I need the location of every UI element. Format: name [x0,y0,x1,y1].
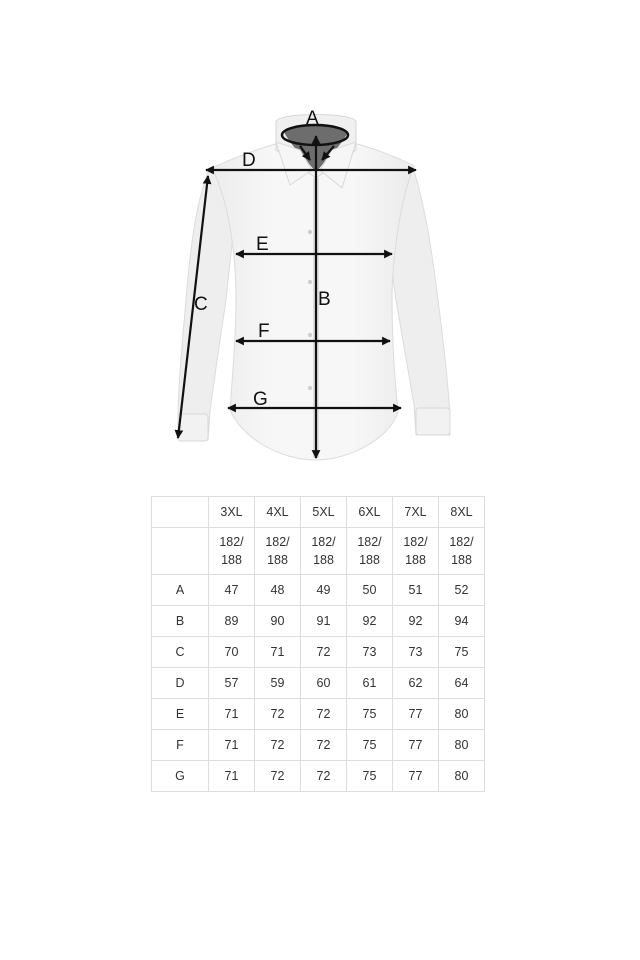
height-cell-line: 188 [221,553,242,567]
row-label-cell: B [152,606,209,637]
row-label-cell: G [152,761,209,792]
value-cell: 80 [439,699,485,730]
value-cell: 94 [439,606,485,637]
value-cell: 62 [393,668,439,699]
value-cell: 77 [393,761,439,792]
value-cell: 57 [209,668,255,699]
label-g: G [253,389,268,410]
height-cell-line: 182/ [403,535,428,549]
label-a: A [306,108,319,129]
height-cell-line: 188 [267,553,288,567]
value-cell: 61 [347,668,393,699]
value-cell: 91 [301,606,347,637]
row-label-cell: D [152,668,209,699]
value-cell: 75 [347,761,393,792]
height-row [152,528,485,575]
value-cell: 72 [301,761,347,792]
value-cell: 72 [255,761,301,792]
height-cell-line: 182/ [449,535,474,549]
corner-cell [152,497,209,528]
value-cell: 80 [439,730,485,761]
value-cell: 70 [209,637,255,668]
height-cell-line: 182/ [311,535,336,549]
value-cell: 71 [209,761,255,792]
value-cell: 50 [347,575,393,606]
height-cell [301,528,347,575]
value-cell: 71 [209,699,255,730]
value-cell: 64 [439,668,485,699]
row-label-cell: E [152,699,209,730]
height-cell [393,528,439,575]
size-table [151,496,485,792]
height-cell-line: 188 [451,553,472,567]
left-cuff [178,414,208,441]
size-header-cell: 5XL [301,497,347,528]
height-cell [347,528,393,575]
value-cell: 72 [255,699,301,730]
size-header-cell: 3XL [209,497,255,528]
value-cell: 77 [393,699,439,730]
value-cell: 52 [439,575,485,606]
value-cell: 89 [209,606,255,637]
value-cell: 47 [209,575,255,606]
size-header-cell: 4XL [255,497,301,528]
label-d: D [242,150,256,171]
value-cell: 77 [393,730,439,761]
row-label-cell: A [152,575,209,606]
table-row [152,730,485,761]
size-header-cell: 8XL [439,497,485,528]
right-cuff [416,408,450,435]
value-cell: 75 [439,637,485,668]
value-cell: 72 [301,637,347,668]
table-row [152,575,485,606]
label-c: C [194,294,208,315]
label-b: B [318,289,331,310]
value-cell: 73 [347,637,393,668]
value-cell: 75 [347,699,393,730]
value-cell: 72 [301,730,347,761]
height-cell [439,528,485,575]
value-cell: 90 [255,606,301,637]
size-header-cell: 7XL [393,497,439,528]
value-cell: 71 [255,637,301,668]
height-cell-line: 182/ [357,535,382,549]
value-cell: 51 [393,575,439,606]
height-cell-line: 182/ [219,535,244,549]
value-cell: 72 [301,699,347,730]
value-cell: 80 [439,761,485,792]
height-cell-line: 188 [405,553,426,567]
value-cell: 75 [347,730,393,761]
table-row [152,761,485,792]
height-cell-line: 182/ [265,535,290,549]
table-row [152,699,485,730]
height-cell-line: 188 [359,553,380,567]
height-cell-line: 188 [313,553,334,567]
table-row [152,606,485,637]
value-cell: 92 [347,606,393,637]
label-e: E [256,234,269,255]
value-cell: 60 [301,668,347,699]
value-cell: 72 [255,730,301,761]
value-cell: 71 [209,730,255,761]
row-label-cell: F [152,730,209,761]
size-header-cell: 6XL [347,497,393,528]
value-cell: 49 [301,575,347,606]
row-label-cell: C [152,637,209,668]
height-cell [255,528,301,575]
value-cell: 48 [255,575,301,606]
height-label-cell [152,528,209,575]
size-header-row [152,497,485,528]
label-f: F [258,321,270,342]
height-cell [209,528,255,575]
value-cell: 92 [393,606,439,637]
value-cell: 73 [393,637,439,668]
value-cell: 59 [255,668,301,699]
table-row [152,668,485,699]
table-row [152,637,485,668]
